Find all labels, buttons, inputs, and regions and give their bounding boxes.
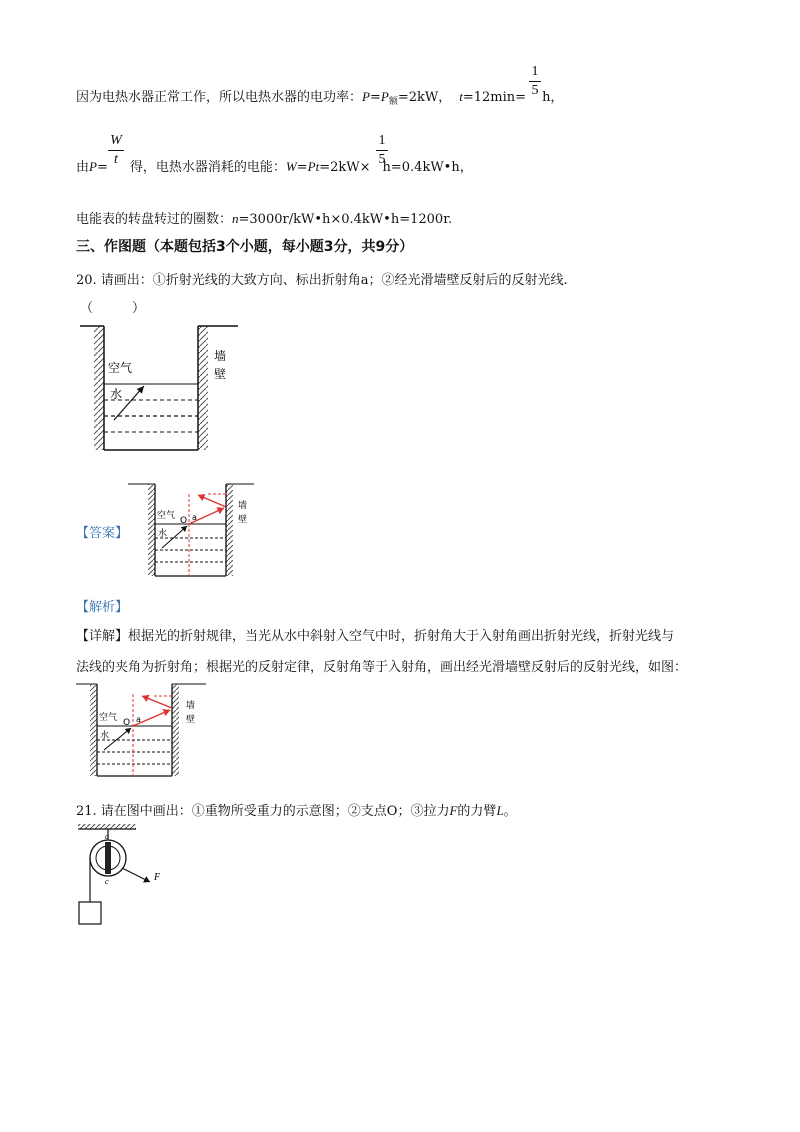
q20-figure: [80, 322, 250, 457]
label-a: a: [105, 832, 109, 841]
analysis-label: 【解析】: [76, 600, 129, 615]
label-angle-a: a: [192, 513, 197, 522]
question-21-text: [76, 800, 517, 819]
answer-blank: （ ）: [80, 301, 146, 316]
var-F: F: [449, 803, 458, 818]
text: =: [96, 160, 108, 175]
text: h=0.4kW•h，: [382, 160, 473, 175]
text: 因为电热水器正常工作，所以电热水器的电功率：: [76, 90, 363, 105]
frac-denominator: 5: [531, 83, 539, 98]
text: 。: [503, 804, 517, 819]
label-wall-2: 壁: [214, 367, 227, 381]
var-P: P: [380, 89, 389, 104]
detail-figure: [76, 680, 216, 780]
label-air: 空气: [108, 361, 133, 375]
label-c: c: [105, 877, 109, 886]
var-P: P: [362, 89, 370, 104]
label-wall-1: 墙: [238, 501, 248, 511]
answer-figure: [128, 480, 258, 580]
text: =12min=: [462, 90, 527, 105]
frac-bar: [529, 81, 541, 82]
label-water: 水: [100, 731, 110, 741]
var-P: P: [89, 159, 97, 174]
var-t: t: [459, 89, 463, 104]
label-angle-a: a: [136, 715, 141, 724]
frac-numerator: 1: [378, 133, 386, 148]
pulley-figure: [72, 822, 182, 932]
label-O: O: [180, 516, 188, 526]
label-O: O: [123, 718, 131, 728]
text: =3000r/kW•h×0.4kW•h=1200r.: [238, 212, 453, 227]
var-Pt: Pt: [307, 159, 320, 174]
text: 由: [76, 160, 90, 175]
frac-denominator: 5: [378, 152, 386, 167]
detail-paragraph-line-1: [76, 625, 674, 644]
calc-line-revolutions: [76, 208, 452, 227]
frac-numerator: W: [110, 133, 122, 148]
calc-line-power: [76, 86, 563, 107]
subscript: 额: [388, 97, 398, 107]
text: =2kW×: [319, 160, 371, 175]
label-air: 空气: [99, 713, 118, 723]
var-W: W: [285, 159, 297, 174]
frac-numerator: 1: [531, 64, 539, 79]
label-air: 空气: [157, 511, 176, 521]
detail-text: 根据光的折射规律，当光从水中斜射入空气中时，折射角大于入射角画出折射光线，折射光线与: [128, 629, 675, 644]
text: 电能表的转盘转过的圈数：: [76, 212, 233, 227]
text: 的力臂: [457, 804, 497, 819]
label-wall-1: 墙: [186, 701, 196, 711]
text: h，: [542, 90, 564, 105]
text: 得，电热水器消耗的电能：: [129, 160, 286, 175]
label-water: 水: [110, 387, 123, 401]
detail-paragraph-line-2: 法线的夹角为折射角；根据光的反射定律，反射角等于入射角，画出经光滑墙壁反射后的反射光线，如图：: [76, 660, 688, 675]
label-wall-1: 墙: [214, 349, 227, 363]
text: =: [369, 90, 381, 105]
detail-label: 【详解】: [76, 629, 129, 644]
var-n: n: [232, 211, 239, 226]
frac-bar: [108, 150, 124, 151]
label-wall-2: 壁: [186, 715, 196, 725]
label-F: F: [154, 872, 161, 883]
calc-line-energy: [76, 156, 473, 175]
frac-bar: [376, 150, 388, 151]
answer-label: 【答案】: [76, 526, 129, 541]
label-wall-2: 壁: [238, 515, 248, 525]
var-L: L: [496, 803, 504, 818]
question-20-text: 20. 请画出：①折射光线的大致方向、标出折射角a；②经光滑墙壁反射后的反射光线.: [76, 273, 568, 288]
section-heading: 三、作图题（本题包括3个小题，每小题3分，共9分）: [76, 239, 414, 255]
label-water: 水: [158, 529, 168, 539]
text: =: [296, 160, 308, 175]
text: =2kW，: [397, 90, 452, 105]
text: 21. 请在图中画出：①重物所受重力的示意图；②支点O；③拉力: [76, 804, 450, 819]
frac-denominator: t: [114, 152, 118, 167]
